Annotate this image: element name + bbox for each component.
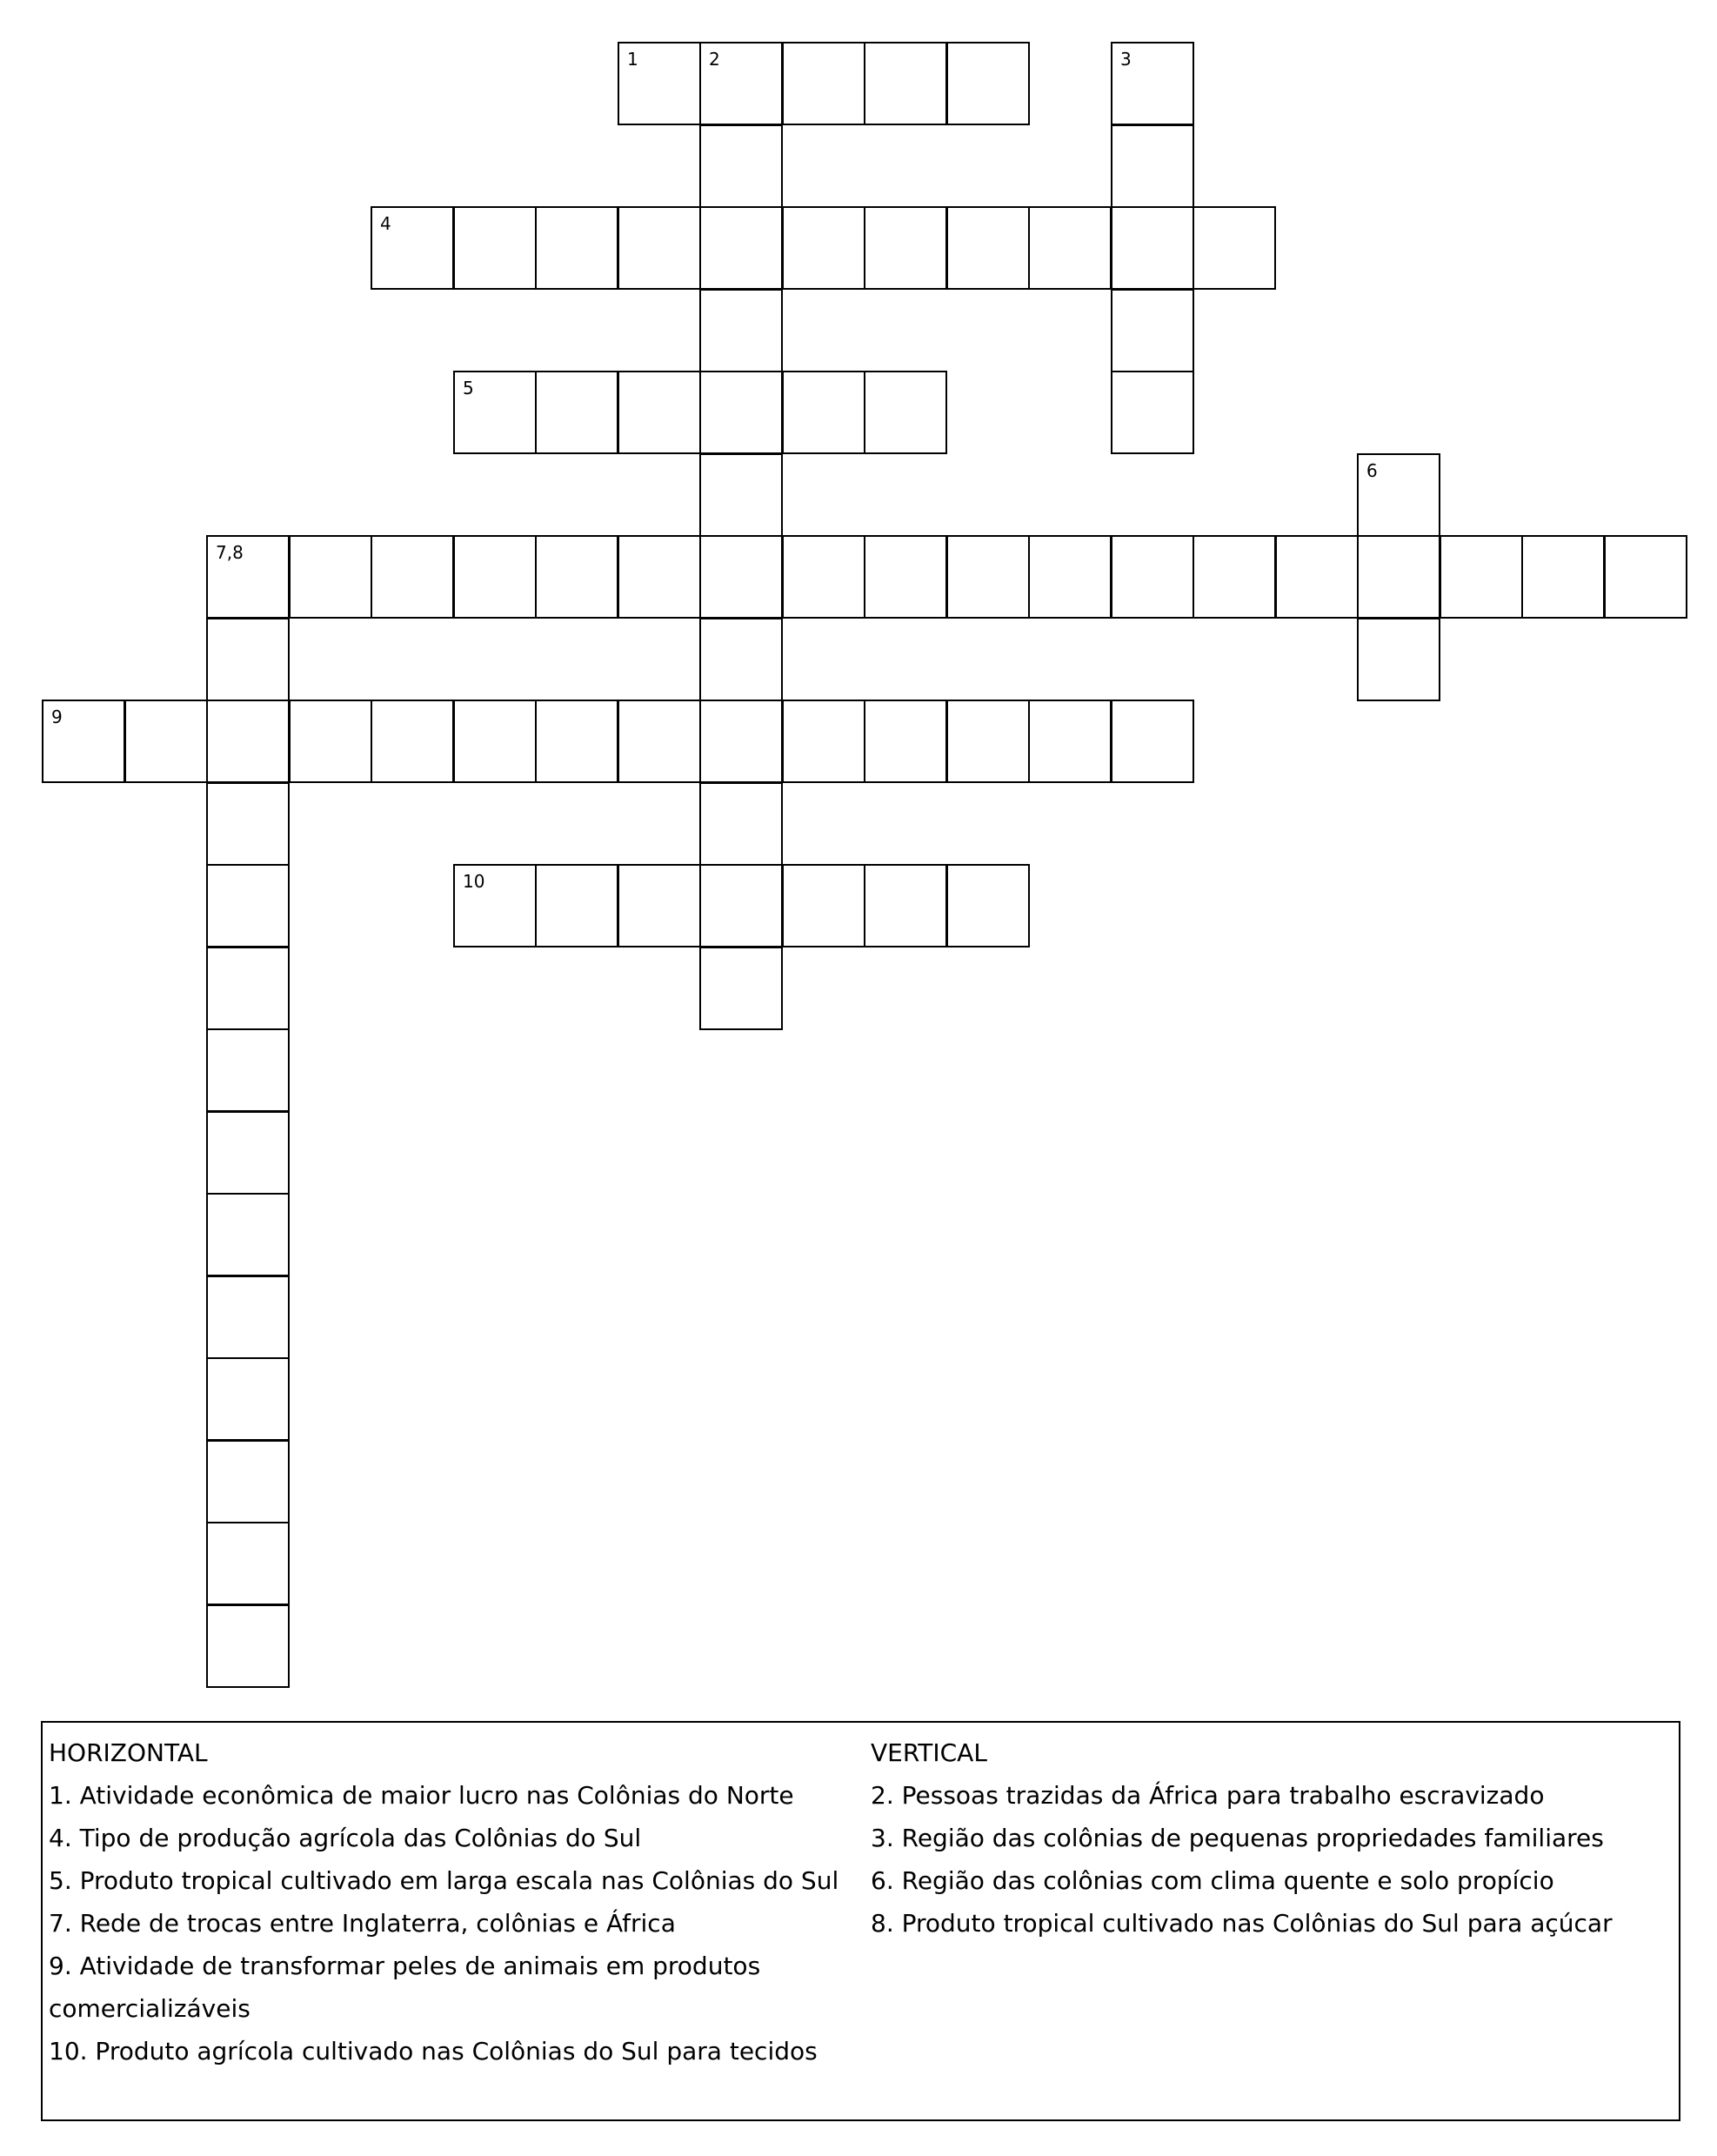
- crossword-cell[interactable]: [453, 700, 537, 783]
- cell-number-label: 4: [380, 213, 391, 234]
- crossword-cell[interactable]: [206, 1604, 290, 1688]
- down-heading: VERTICAL: [871, 1738, 987, 1767]
- crossword-cell[interactable]: [1275, 535, 1359, 619]
- crossword-cell[interactable]: [1111, 124, 1194, 208]
- cell-number-label: 3: [1120, 49, 1132, 70]
- crossword-cell[interactable]: [699, 371, 783, 454]
- down-clue-8: 8. Produto tropical cultivado nas Colônias do Sul para açúcar: [871, 1909, 1613, 1938]
- crossword-cell[interactable]: [1357, 535, 1440, 619]
- down-clue-6: 6. Região das colônias com clima quente e solo propício: [871, 1866, 1554, 1895]
- crossword-cell[interactable]: [1357, 618, 1440, 701]
- crossword-cell[interactable]: [535, 864, 618, 947]
- crossword-cell[interactable]: [1111, 289, 1194, 372]
- crossword-cell[interactable]: [206, 1111, 290, 1195]
- crossword-cell[interactable]: [42, 700, 125, 783]
- across-clues-column: [49, 1731, 858, 2072]
- cell-number-label: 6: [1366, 460, 1378, 481]
- down-clues-column: [871, 1731, 1671, 1945]
- crossword-cell[interactable]: [946, 206, 1030, 290]
- crossword-cell[interactable]: [371, 535, 454, 619]
- across-clue-10: 10. Produto agrícola cultivado nas Colônias do Sul para tecidos: [49, 2037, 818, 2066]
- crossword-cell[interactable]: [206, 782, 290, 866]
- crossword-cell[interactable]: [782, 42, 865, 125]
- cell-number-label: 9: [51, 706, 63, 727]
- cell-number-label: 1: [627, 49, 638, 70]
- across-clue-5: 5. Produto tropical cultivado em larga escala nas Colônias do Sul: [49, 1866, 839, 1895]
- down-clue-3: 3. Região das colônias de pequenas propriedades familiares: [871, 1824, 1604, 1852]
- crossword-cell[interactable]: [535, 371, 618, 454]
- crossword-cell[interactable]: [864, 700, 947, 783]
- crossword-cell[interactable]: [618, 535, 701, 619]
- crossword-cell[interactable]: [946, 700, 1030, 783]
- crossword-cell[interactable]: [206, 1276, 290, 1359]
- crossword-cell[interactable]: [699, 700, 783, 783]
- crossword-cell[interactable]: [864, 42, 947, 125]
- crossword-cell[interactable]: [206, 535, 290, 619]
- crossword-cell[interactable]: [864, 206, 947, 290]
- down-clue-2: 2. Pessoas trazidas da África para trabalho escravizado: [871, 1781, 1545, 1810]
- crossword-cell[interactable]: [1357, 453, 1440, 537]
- crossword-cell[interactable]: [782, 864, 865, 947]
- crossword-cell[interactable]: [1111, 42, 1194, 125]
- crossword-cell[interactable]: [1604, 535, 1687, 619]
- crossword-cell[interactable]: [699, 947, 783, 1030]
- across-clue-9: 9. Atividade de transformar peles de animais em produtos comercializáveis: [49, 1952, 761, 2023]
- across-heading: HORIZONTAL: [49, 1738, 208, 1767]
- crossword-cell[interactable]: [699, 864, 783, 947]
- crossword-cell[interactable]: [124, 700, 208, 783]
- crossword-cell[interactable]: [453, 206, 537, 290]
- crossword-cell[interactable]: [946, 864, 1030, 947]
- crossword-cell[interactable]: [618, 864, 701, 947]
- crossword-cell[interactable]: [782, 206, 865, 290]
- crossword-cell[interactable]: [699, 618, 783, 701]
- crossword-cell[interactable]: [206, 1357, 290, 1441]
- crossword-cell[interactable]: [206, 618, 290, 701]
- crossword-cell[interactable]: [782, 535, 865, 619]
- crossword-cell[interactable]: [206, 947, 290, 1030]
- crossword-cell[interactable]: [699, 453, 783, 537]
- crossword-cell[interactable]: [453, 371, 537, 454]
- crossword-cell[interactable]: [1028, 700, 1112, 783]
- crossword-cell[interactable]: [206, 1440, 290, 1523]
- crossword-cell[interactable]: [699, 206, 783, 290]
- crossword-cell[interactable]: [618, 700, 701, 783]
- crossword-cell[interactable]: [699, 782, 783, 866]
- cell-number-label: 7,8: [216, 542, 244, 563]
- crossword-cell[interactable]: [453, 535, 537, 619]
- crossword-cell[interactable]: [1111, 206, 1194, 290]
- crossword-cell[interactable]: [864, 864, 947, 947]
- crossword-cell[interactable]: [1440, 535, 1523, 619]
- crossword-cell[interactable]: [699, 42, 783, 125]
- crossword-cell[interactable]: [1028, 206, 1112, 290]
- crossword-cell[interactable]: [535, 206, 618, 290]
- crossword-cell[interactable]: [946, 42, 1030, 125]
- crossword-cell[interactable]: [1111, 371, 1194, 454]
- crossword-cell[interactable]: [206, 700, 290, 783]
- crossword-cell[interactable]: [371, 206, 454, 290]
- cell-number-label: 2: [709, 49, 720, 70]
- crossword-cell[interactable]: [289, 700, 372, 783]
- crossword-cell[interactable]: [535, 535, 618, 619]
- crossword-cell[interactable]: [206, 1193, 290, 1276]
- crossword-cell[interactable]: [206, 1522, 290, 1605]
- across-clue-1: 1. Atividade econômica de maior lucro nas Colônias do Norte: [49, 1781, 794, 1810]
- crossword-cell[interactable]: [206, 1028, 290, 1112]
- crossword-cell[interactable]: [1028, 535, 1112, 619]
- crossword-cell[interactable]: [618, 206, 701, 290]
- cell-number-label: 10: [463, 871, 485, 892]
- across-clue-7: 7. Rede de trocas entre Inglaterra, colônias e África: [49, 1909, 676, 1938]
- clue-box: [41, 1721, 1680, 2121]
- crossword-cell[interactable]: [1111, 535, 1194, 619]
- crossword-cell[interactable]: [289, 535, 372, 619]
- crossword-cell[interactable]: [864, 371, 947, 454]
- crossword-cell[interactable]: [699, 289, 783, 372]
- crossword-cell[interactable]: [699, 535, 783, 619]
- cell-number-label: 5: [463, 378, 474, 398]
- crossword-cell[interactable]: [453, 864, 537, 947]
- crossword-cell[interactable]: [782, 371, 865, 454]
- crossword-cell[interactable]: [618, 371, 701, 454]
- crossword-cell[interactable]: [699, 124, 783, 208]
- crossword-cell[interactable]: [1193, 535, 1276, 619]
- crossword-cell[interactable]: [206, 864, 290, 947]
- across-clue-4: 4. Tipo de produção agrícola das Colônias do Sul: [49, 1824, 642, 1852]
- crossword-cell[interactable]: [618, 42, 701, 125]
- crossword-cell[interactable]: [1111, 700, 1194, 783]
- crossword-cell[interactable]: [1193, 206, 1276, 290]
- crossword-cell[interactable]: [1521, 535, 1605, 619]
- crossword-cell[interactable]: [864, 535, 947, 619]
- crossword-cell[interactable]: [946, 535, 1030, 619]
- crossword-cell[interactable]: [535, 700, 618, 783]
- crossword-cell[interactable]: [371, 700, 454, 783]
- crossword-cell[interactable]: [782, 700, 865, 783]
